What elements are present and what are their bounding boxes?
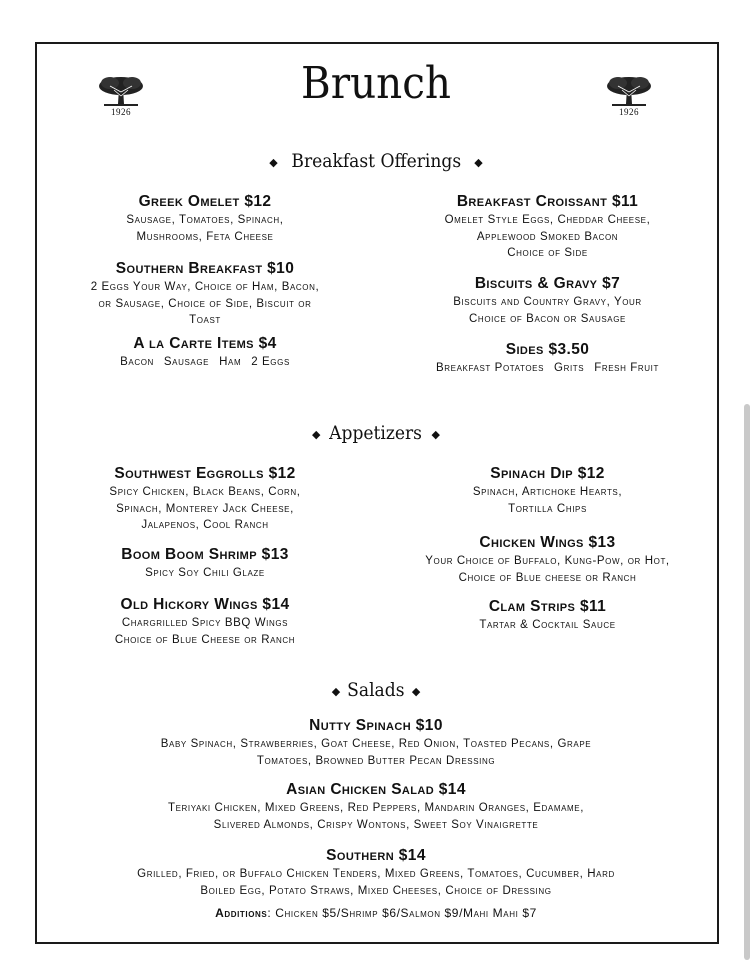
bullet-icon: ◆ [431, 427, 441, 441]
item-desc-line: Choice of Side [507, 247, 588, 259]
bullet-icon: ◆ [311, 427, 321, 441]
menu-item-nutty-spinach [40, 716, 712, 769]
item-desc-line: Toast [189, 314, 221, 326]
menu-item-southwest-eggrolls [40, 464, 370, 534]
additions-label: Additions [215, 906, 268, 920]
item-desc-line: Jalapenos, Cool Ranch [141, 519, 269, 531]
item-name: Asian Chicken Salad $14 [286, 781, 466, 798]
item-desc-line: Tortilla Chips [508, 502, 587, 515]
menu-item-old-hickory-wings [40, 595, 370, 648]
item-desc-line: Choice of Blue Cheese or Ranch [114, 633, 296, 646]
menu-item-clam-strips [380, 597, 715, 634]
item-desc-line: Slivered Almonds, Crispy Wontons, Sweet Soy Vinaigrette [213, 818, 539, 831]
item-desc-line: Spicy Chicken, Black Beans, Corn, [109, 486, 301, 498]
item-desc-line: 2 Eggs Your Way, Choice of Ham, Bacon, [90, 281, 320, 293]
item-desc-line: Spinach, Monterey Jack Cheese, [116, 502, 294, 515]
page-title: Brunch [301, 58, 451, 109]
item-options [380, 360, 715, 377]
item-name: Biscuits & Gravy $7 [474, 275, 621, 292]
bullet-icon: ◆ [411, 684, 421, 698]
section-heading-breakfast: ◆ Breakfast Offerings ◆ [269, 150, 483, 172]
item-name: Nutty Spinach $10 [309, 717, 443, 734]
item-name: Sides $3.50 [505, 341, 590, 358]
item-options [40, 354, 370, 371]
item-name: Spinach Dip $12 [490, 465, 605, 482]
bullet-icon: ◆ [474, 155, 483, 169]
option: 2 Eggs [251, 356, 290, 368]
item-name: Clam Strips $11 [488, 598, 607, 615]
item-name: Greek Omelet $12 [138, 193, 272, 210]
option: Sausage [163, 356, 210, 368]
item-desc-line: Your Choice of Buffalo, Kung-Pow, or Hot, [425, 555, 670, 567]
item-name: Southern $14 [326, 847, 426, 864]
menu-item-boom-boom-shrimp [40, 545, 370, 582]
section-heading-salads: ◆ Salads ◆ [331, 679, 421, 701]
item-desc-line: Tartar & Cocktail Sauce [479, 619, 616, 631]
item-desc-line: Sausage, Tomatoes, Spinach, [126, 214, 284, 226]
additions-text: : Chicken $5/Shrimp $6/Salmon $9/Mahi Mahi $7 [267, 906, 537, 920]
menu-item-asian-chicken-salad [40, 780, 712, 833]
item-desc-line: Boiled Egg, Potato Straws, Mixed Cheeses, Choice of Dressing [200, 884, 552, 897]
item-name: Southwest Eggrolls $12 [114, 465, 296, 482]
item-name: Old Hickory Wings $14 [120, 596, 290, 613]
item-name: A la Carte Items $4 [133, 335, 277, 352]
additions-line [40, 906, 712, 920]
item-desc-line: Choice of Blue cheese or Ranch [458, 571, 637, 584]
section-heading-appetizers: ◆ Appetizers ◆ [311, 422, 441, 444]
menu-item-southern-salad [40, 846, 712, 899]
item-name: Breakfast Croissant $11 [456, 193, 639, 210]
item-desc-line: Biscuits and Country Gravy, Your [453, 296, 642, 308]
menu-item-breakfast-croissant [380, 192, 715, 262]
menu-item-biscuits-gravy [380, 274, 715, 327]
item-desc-line: or Sausage, Choice of Side, Biscuit or [98, 297, 312, 310]
item-desc-line: Chargrilled Spicy BBQ Wings [121, 617, 289, 629]
option: Bacon [120, 356, 154, 368]
item-desc-line: Spicy Soy Chili Glaze [145, 567, 265, 579]
option: Ham [219, 356, 242, 368]
option: Fresh Fruit [594, 362, 659, 374]
item-desc-line: Baby Spinach, Strawberries, Goat Cheese, Red Onion, Toasted Pecans, Grape [160, 738, 592, 750]
item-desc-line: Applewood Smoked Bacon [476, 230, 619, 243]
item-desc-line: Choice of Bacon or Sausage [469, 312, 626, 325]
menu-item-chicken-wings [380, 533, 715, 586]
logo-year: 1926 [619, 107, 639, 117]
menu-item-southern-breakfast [40, 259, 370, 329]
item-name: Boom Boom Shrimp $13 [121, 546, 289, 563]
menu-item-greek-omelet [40, 192, 370, 245]
bullet-icon: ◆ [269, 155, 278, 169]
item-name: Chicken Wings $13 [479, 534, 616, 551]
menu-item-spinach-dip [380, 464, 715, 517]
item-desc-line: Mushrooms, Feta Cheese [136, 230, 274, 243]
logo-year: 1926 [111, 107, 131, 117]
menu-item-a-la-carte [40, 334, 370, 371]
item-desc-line: Teriyaki Chicken, Mixed Greens, Red Peppers, Mandarin Oranges, Edamame, [167, 802, 585, 814]
option: Breakfast Potatoes [436, 362, 545, 374]
bullet-icon: ◆ [331, 684, 341, 698]
item-name: Southern Breakfast $10 [115, 260, 295, 277]
item-desc-line: Omelet Style Eggs, Cheddar Cheese, [444, 214, 651, 226]
option: Grits [554, 362, 585, 374]
item-desc-line: Spinach, Artichoke Hearts, [472, 486, 623, 498]
scrollbar[interactable] [744, 404, 750, 960]
item-desc-line: Tomatoes, Browned Butter Pecan Dressing [256, 754, 496, 767]
menu-item-sides [380, 340, 715, 377]
item-desc-line: Grilled, Fried, or Buffalo Chicken Tenders, Mixed Greens, Tomatoes, Cucumber, Hard [137, 868, 615, 880]
